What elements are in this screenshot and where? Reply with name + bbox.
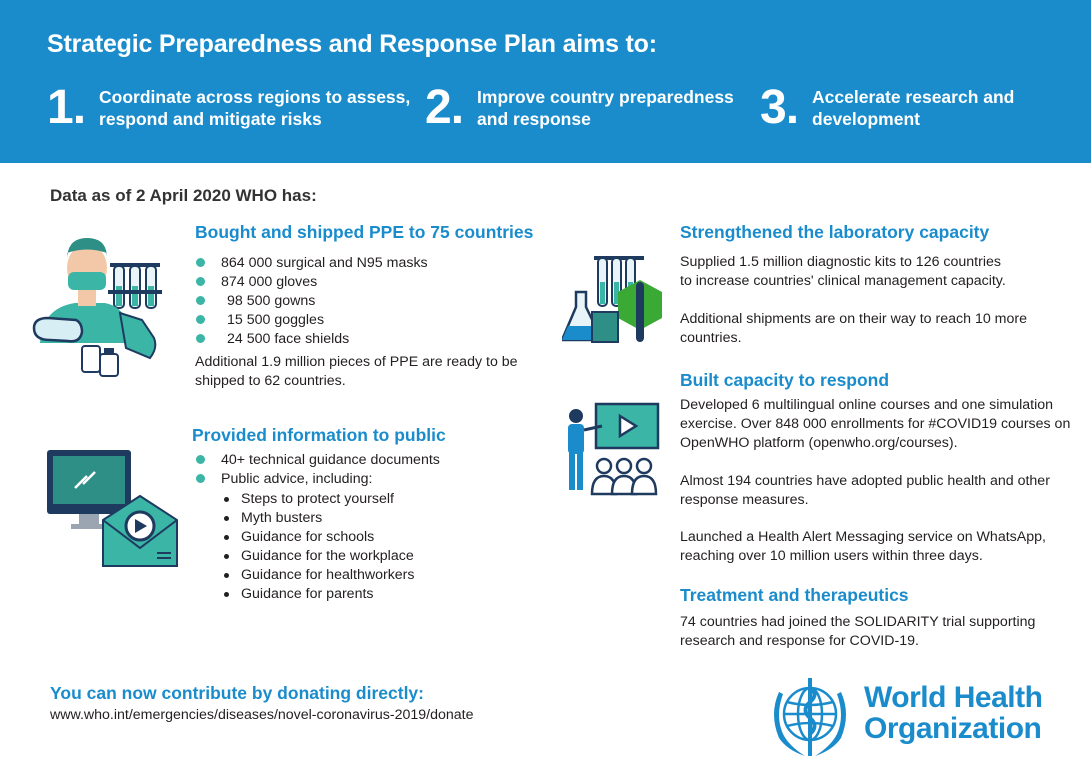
who-wordmark: [864, 682, 1042, 744]
text-line: response measures.: [680, 492, 809, 508]
list-item: Myth busters: [222, 509, 415, 528]
list-item: 15 500 goggles: [195, 311, 428, 330]
text-line: research and response for COVID-19.: [680, 633, 919, 649]
info-list: [195, 451, 440, 489]
aim-text: [99, 86, 410, 130]
who-wordmark-line: World Health: [864, 681, 1043, 714]
text-line: Almost 194 countries have adopted public health and other: [680, 473, 1050, 489]
info-heading: Provided information to public: [192, 425, 446, 445]
list-item: Public advice, including:: [195, 470, 440, 489]
aim-text-line: development: [812, 109, 920, 129]
text-line: 74 countries had joined the SOLIDARITY trial supporting: [680, 614, 1036, 630]
computer-envelope-icon: [45, 448, 180, 568]
text-line: Developed 6 multilingual online courses and one simulation: [680, 397, 1054, 413]
who-wordmark-line: Organization: [864, 712, 1042, 745]
aim-number: 1.: [47, 81, 86, 134]
donate-link[interactable]: www.who.int/emergencies/diseases/novel-coronavirus-2019/donate: [50, 707, 474, 723]
public-advice-list: [222, 490, 415, 604]
text-line: reaching over 10 million users within three days.: [680, 548, 983, 564]
capacity-heading: Built capacity to respond: [680, 370, 890, 390]
training-presentation-icon: [562, 402, 662, 498]
aim-number: 3.: [760, 81, 799, 134]
capacity-paragraph-1: [680, 396, 1070, 453]
text-line: OpenWHO platform (openwho.org/courses).: [680, 435, 958, 451]
capacity-paragraph-3: [680, 528, 1046, 566]
aim-1: [47, 80, 410, 136]
banner-title: Strategic Preparedness and Response Plan aims to:: [47, 30, 657, 58]
treatment-heading: Treatment and therapeutics: [680, 585, 909, 605]
aim-text-line: Coordinate across regions to assess,: [99, 87, 411, 107]
text-line: countries.: [680, 330, 742, 346]
list-item: Guidance for healthworkers: [222, 566, 415, 585]
aim-text: [812, 86, 1014, 130]
lab-paragraph-1: [680, 253, 1006, 291]
text-line: Additional 1.9 million pieces of PPE are ready to be: [195, 354, 518, 370]
text-line: Additional shipments are on their way to reach 10 more: [680, 311, 1027, 327]
list-item: 874 000 gloves: [195, 273, 428, 292]
treatment-paragraph: [680, 613, 1035, 651]
list-item: Guidance for parents: [222, 585, 415, 604]
text-line: Launched a Health Alert Messaging service on WhatsApp,: [680, 529, 1046, 545]
lab-heading: Strengthened the laboratory capacity: [680, 222, 990, 242]
ppe-list: [195, 254, 428, 349]
laboratory-icon: [562, 252, 667, 347]
text-line: shipped to 62 countries.: [195, 373, 346, 389]
aim-text-line: Accelerate research and: [812, 87, 1015, 107]
list-item: 864 000 surgical and N95 masks: [195, 254, 428, 273]
list-item: Guidance for schools: [222, 528, 415, 547]
list-item: 40+ technical guidance documents: [195, 451, 440, 470]
ppe-note: [195, 353, 518, 391]
list-item: 98 500 gowns: [195, 292, 428, 311]
data-as-of-label: Data as of 2 April 2020 WHO has:: [50, 186, 317, 205]
aim-text: [477, 86, 734, 130]
donate-heading: You can now contribute by donating directly:: [50, 683, 424, 703]
aim-text-line: respond and mitigate risks: [99, 109, 322, 129]
capacity-paragraph-2: [680, 472, 1050, 510]
text-line: exercise. Over 848 000 enrollments for #COVID19 courses on: [680, 416, 1071, 432]
list-item: Steps to protect yourself: [222, 490, 415, 509]
aim-2: [425, 80, 734, 136]
aim-number: 2.: [425, 81, 464, 134]
list-item: 24 500 face shields: [195, 330, 428, 349]
aim-text-line: and response: [477, 109, 591, 129]
who-emblem-icon: [765, 672, 855, 762]
lab-paragraph-2: [680, 310, 1027, 348]
header-banner: [0, 0, 1091, 163]
health-worker-icon: [30, 228, 165, 380]
text-line: Supplied 1.5 million diagnostic kits to 126 countries: [680, 254, 1001, 270]
aim-text-line: Improve country preparedness: [477, 87, 734, 107]
ppe-heading: Bought and shipped PPE to 75 countries: [195, 222, 534, 242]
text-line: to increase countries' clinical management capacity.: [680, 273, 1006, 289]
aim-3: [760, 80, 1014, 136]
list-item: Guidance for the workplace: [222, 547, 415, 566]
